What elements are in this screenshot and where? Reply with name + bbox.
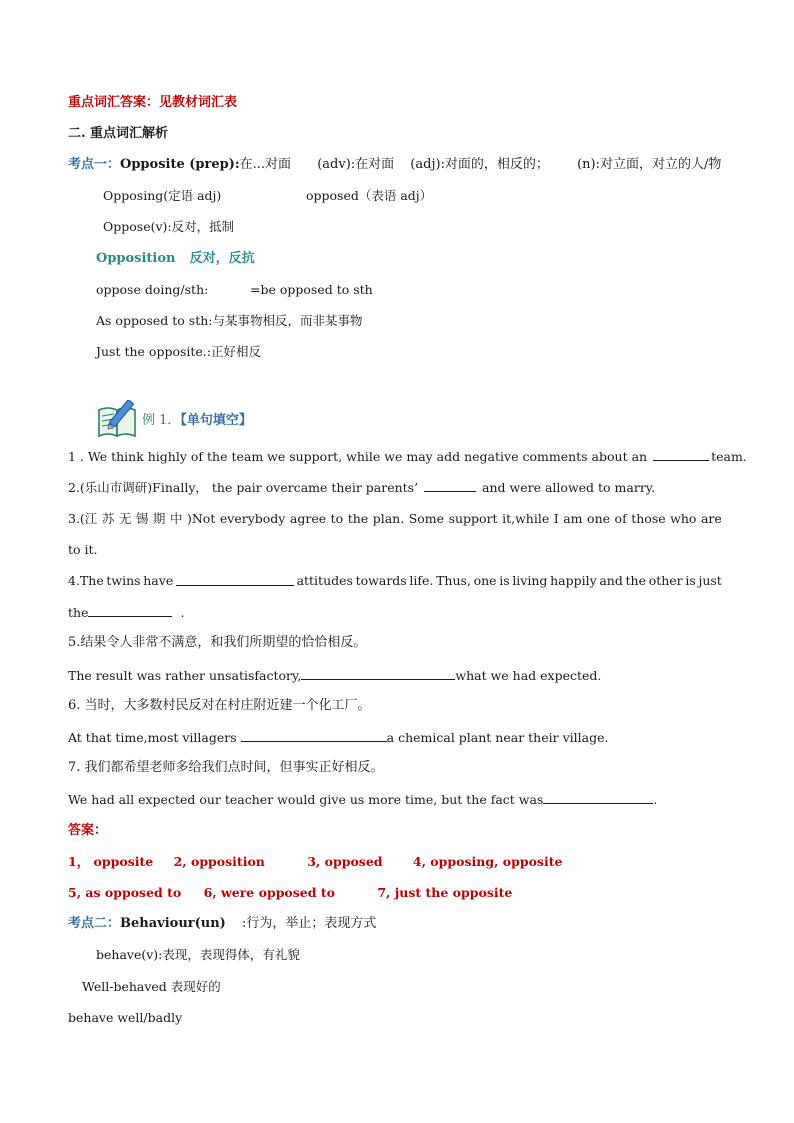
q3-word: 期: [152, 511, 166, 526]
q3-word: are: [700, 511, 722, 526]
q4-word: other: [648, 573, 683, 588]
q5-chinese: 5.结果令人非常不满意，和我们所期望的恰恰相反。: [68, 635, 367, 650]
q4-word: is: [499, 573, 510, 588]
q6-text: At that time,most villagers: [68, 730, 237, 745]
q6-end: a chemical plant near their village.: [386, 730, 609, 745]
q3-word: everybody: [219, 511, 286, 526]
q3-word: the: [347, 511, 369, 526]
q4-word: have: [143, 573, 174, 588]
point2-label: 考点二：: [68, 916, 121, 931]
phrase-as-opposed: As opposed to sth:与某事物相反，而非某事物: [96, 313, 363, 328]
q1-blank[interactable]: [653, 447, 709, 461]
point1-prep: 在...对面: [239, 157, 292, 172]
q5-end: what we had expected.: [455, 668, 602, 683]
phrase-be-opposed: =be opposed to sth: [250, 282, 373, 297]
q2-text: 2.(乐山市调研)Finally， the pair overcame their parents’: [68, 480, 419, 495]
q3-word: 苏: [101, 511, 115, 526]
q4-blank[interactable]: [176, 572, 294, 586]
question-2: [68, 478, 655, 497]
q2-end: and were allowed to marry.: [482, 480, 656, 495]
question-3: [68, 510, 722, 528]
answers-row-2: [68, 884, 512, 902]
q3-word: it,while: [502, 511, 550, 526]
q4-word: the: [625, 573, 647, 588]
q3-word: who: [670, 511, 697, 526]
q3-word: to: [330, 511, 344, 526]
q4-word: Thus,: [436, 573, 471, 588]
q4-word: living: [512, 573, 548, 588]
point1-word: Opposite (prep):: [120, 157, 240, 172]
q1-end: team.: [711, 449, 747, 464]
q3-word: Some: [408, 511, 445, 526]
q3-word: those: [631, 511, 666, 526]
q4-word: just: [698, 573, 722, 588]
q4-period: .: [180, 605, 185, 620]
q2-blank[interactable]: [424, 478, 476, 492]
q3-word: 无: [118, 511, 132, 526]
q4-word: towards: [355, 573, 407, 588]
q4-word: attitudes: [296, 573, 353, 588]
q3-word: I: [553, 511, 559, 526]
behave-text: behave(v):表现，表现得体，有礼貌: [96, 947, 300, 962]
point1-adv: (adv):在对面: [317, 157, 395, 172]
answer-6: 6, were opposed to: [203, 885, 335, 900]
q4-word: is: [685, 573, 696, 588]
point2-word: Behaviour(un): [120, 916, 226, 931]
answers-row-1: [68, 853, 562, 871]
point1-label: 考点一：: [68, 157, 121, 172]
q3-word: one: [587, 511, 611, 526]
q3-end: to it.: [68, 542, 98, 557]
q7-text: We had all expected our teacher would give us more time, but the fact was: [68, 792, 544, 807]
q3-word: am: [563, 511, 583, 526]
example-heading: [142, 412, 252, 430]
q7-end: .: [653, 792, 658, 807]
q5-text: The result was rather unsatisfactory,: [68, 668, 302, 683]
example-label: 例 1．: [142, 413, 181, 428]
answer-1: 1， opposite: [68, 854, 154, 869]
answer-4: 4, opposing, opposite: [412, 854, 563, 869]
q3-word: 中: [169, 511, 183, 526]
oppose-text: Oppose(v):反对，抵制: [103, 219, 235, 234]
opposition-word: Opposition: [96, 251, 176, 266]
q3-word: plan.: [372, 511, 405, 526]
q3-word: 3.(江: [68, 511, 98, 526]
question-4: [68, 572, 722, 590]
q6-chinese: 6. 当时，大多数村民反对在村庄附近建一个化工厂。: [68, 698, 371, 713]
q3-word: 锡: [135, 511, 149, 526]
q1-text: 1 . We think highly of the team we support, while we may add negative comments about an: [68, 449, 648, 464]
q3-word: agree: [289, 511, 327, 526]
q4-word: twins: [106, 573, 141, 588]
q4-the: the: [68, 605, 89, 620]
answers-label: 答案：: [68, 823, 108, 838]
book-pencil-icon: [96, 400, 140, 440]
q4-blank-2[interactable]: [88, 603, 172, 617]
q4-end: [68, 603, 184, 622]
opposed-text: opposed（表语 adj）: [306, 188, 433, 203]
point2-line: [68, 915, 376, 933]
answer-heading: 重点词汇答案：见教材词汇表: [68, 95, 238, 110]
q4-word: and: [599, 573, 623, 588]
q6-english: [68, 728, 608, 747]
point1-noun: (n):对立面，对立的人/物: [577, 157, 722, 172]
answer-7: 7, just the opposite: [377, 885, 513, 900]
question-1: [68, 447, 747, 466]
q7-english: [68, 790, 657, 809]
well-behaved-text: Well-behaved 表现好的: [82, 979, 221, 994]
q4-word: happily: [550, 573, 597, 588]
phrase-oppose-doing: oppose doing/sth:: [96, 282, 209, 297]
q3-word: support: [448, 511, 498, 526]
q5-english: [68, 666, 601, 685]
q4-word: life.: [409, 573, 434, 588]
opposition-line: [96, 250, 255, 268]
q6-blank[interactable]: [241, 728, 387, 742]
behave-well-text: behave well/badly: [68, 1010, 183, 1025]
q4-word: one: [473, 573, 497, 588]
q7-blank[interactable]: [543, 790, 653, 804]
q3-word: of: [614, 511, 627, 526]
point1-line: [68, 156, 721, 174]
q5-blank[interactable]: [301, 666, 455, 680]
opposition-meaning: 反对，反抗: [189, 251, 255, 266]
q3-word: )Not: [186, 511, 216, 526]
example-title: 【单句填空】: [180, 413, 252, 428]
phrase-just-opposite: Just the opposite.:正好相反: [96, 344, 261, 359]
answer-5: 5, as opposed to: [68, 885, 182, 900]
answer-2: 2, opposition: [173, 854, 265, 869]
section-title: 二. 重点词汇解析: [68, 126, 169, 141]
point1-adj: (adj):对面的，相反的；: [410, 157, 549, 172]
q7-chinese: 7. 我们都希望老师多给我们点时间，但事实正好相反。: [68, 760, 384, 775]
answer-3: 3, opposed: [307, 854, 383, 869]
point2-meaning: :行为，举止；表现方式: [241, 916, 377, 931]
opposing-text: Opposing(定语 adj): [103, 188, 222, 203]
q4-word: 4.The: [68, 573, 104, 588]
